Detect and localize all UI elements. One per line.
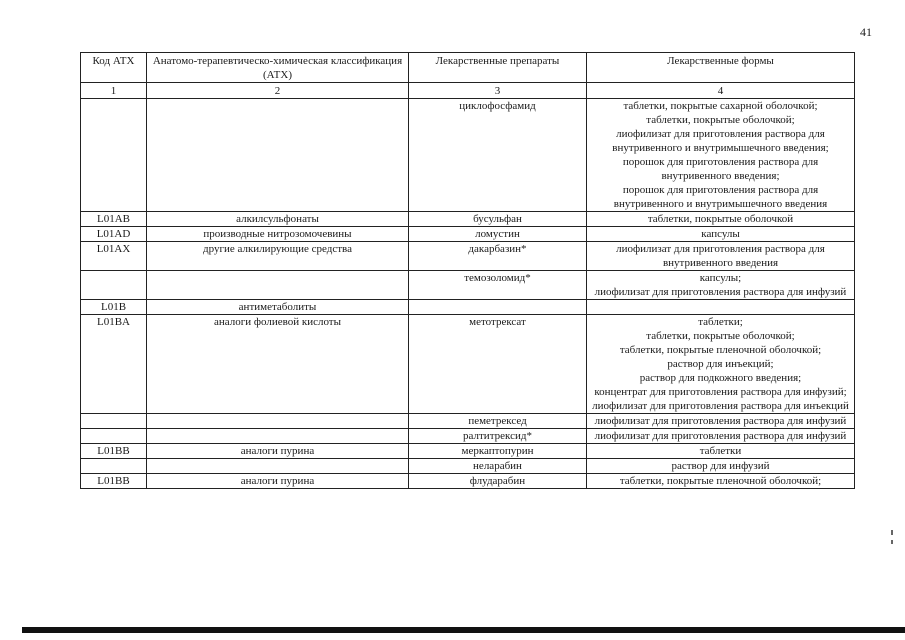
code-cell: L01AB xyxy=(81,212,147,227)
dosage-form: лиофилизат для приготовления раствора для инъекций xyxy=(592,400,849,412)
dosage-forms-cell xyxy=(587,429,855,444)
column-number: 4 xyxy=(587,83,855,99)
dosage-form: лиофилизат для приготовления раствора для инфузий xyxy=(594,430,847,442)
classification-cell: аналоги пурина xyxy=(147,474,409,489)
table-row xyxy=(81,444,855,459)
table-body xyxy=(81,99,855,489)
dosage-form: лиофилизат для приготовления раствора для внутривенного и внутримышечного введения; xyxy=(612,128,829,154)
dosage-form: таблетки xyxy=(699,445,742,457)
atx-table xyxy=(80,52,855,489)
drug-cell: метотрексат xyxy=(409,315,587,414)
code-cell: L01AX xyxy=(81,242,147,271)
scan-bottom-edge xyxy=(22,627,905,633)
classification-cell: производные нитрозомочевины xyxy=(147,227,409,242)
dosage-form: лиофилизат для приготовления раствора для внутривенного введения xyxy=(616,243,825,269)
code-cell xyxy=(81,99,147,212)
table-row xyxy=(81,315,855,414)
dosage-forms-cell xyxy=(587,300,855,315)
dosage-form: капсулы xyxy=(701,228,740,240)
dosage-form: таблетки, покрытые пленочной оболочкой; xyxy=(619,475,822,487)
table-row xyxy=(81,300,855,315)
column-number: 3 xyxy=(409,83,587,99)
header-code: Код АТХ xyxy=(81,53,147,83)
code-cell: L01AD xyxy=(81,227,147,242)
dosage-form: таблетки, покрытые оболочкой xyxy=(647,213,794,225)
dosage-forms-cell xyxy=(587,474,855,489)
table-row xyxy=(81,242,855,271)
dosage-forms-cell xyxy=(587,414,855,429)
dosage-form: таблетки; xyxy=(698,316,743,328)
drug-cell: темозоломид* xyxy=(409,271,587,300)
code-cell: L01BB xyxy=(81,474,147,489)
classification-cell xyxy=(147,414,409,429)
code-cell xyxy=(81,459,147,474)
dosage-forms-cell xyxy=(587,315,855,414)
dosage-form: таблетки, покрытые пленочной оболочкой; xyxy=(619,344,822,356)
classification-cell: аналоги пурина xyxy=(147,444,409,459)
dosage-form: порошок для приготовления раствора для внутривенного введения; xyxy=(622,156,819,182)
dosage-form: лиофилизат для приготовления раствора для инфузий xyxy=(594,415,847,427)
column-number: 2 xyxy=(147,83,409,99)
drug-cell: неларабин xyxy=(409,459,587,474)
code-cell: L01B xyxy=(81,300,147,315)
classification-cell xyxy=(147,99,409,212)
dosage-form: концентрат для приготовления раствора для инфузий; xyxy=(594,386,847,398)
drug-cell: дакарбазин* xyxy=(409,242,587,271)
table-row xyxy=(81,99,855,212)
dosage-form: раствор для инъекций; xyxy=(667,358,774,370)
drug-cell: ломустин xyxy=(409,227,587,242)
classification-cell: другие алкилирующие средства xyxy=(147,242,409,271)
classification-cell: антиметаболиты xyxy=(147,300,409,315)
classification-cell xyxy=(147,459,409,474)
dosage-forms-cell xyxy=(587,242,855,271)
table-row xyxy=(81,227,855,242)
drug-cell: меркаптопурин xyxy=(409,444,587,459)
drug-cell xyxy=(409,300,587,315)
classification-cell xyxy=(147,271,409,300)
drug-cell: ралтитрексид* xyxy=(409,429,587,444)
dosage-forms-cell xyxy=(587,459,855,474)
page-number: 41 xyxy=(860,25,872,39)
code-cell xyxy=(81,414,147,429)
header-forms: Лекарственные формы xyxy=(587,53,855,83)
column-number: 1 xyxy=(81,83,147,99)
dosage-forms-cell xyxy=(587,99,855,212)
classification-cell: аналоги фолиевой кислоты xyxy=(147,315,409,414)
table-row xyxy=(81,429,855,444)
table-row xyxy=(81,474,855,489)
header-classification: Анатомо-терапевтическо-химическая классификация (АТХ) xyxy=(147,53,409,83)
dosage-forms-cell xyxy=(587,227,855,242)
drug-cell: флударабин xyxy=(409,474,587,489)
classification-cell xyxy=(147,429,409,444)
drug-cell: пеметрексед xyxy=(409,414,587,429)
table-row xyxy=(81,271,855,300)
dosage-forms-cell xyxy=(587,444,855,459)
table-row xyxy=(81,459,855,474)
dosage-form: таблетки, покрытые оболочкой; xyxy=(646,330,795,342)
dosage-form: раствор для подкожного введения; xyxy=(639,372,802,384)
header-drugs: Лекарственные препараты xyxy=(409,53,587,83)
dosage-form: порошок для приготовления раствора для внутривенного и внутримышечного введения xyxy=(613,184,828,210)
table-row xyxy=(81,212,855,227)
column-number-row xyxy=(81,83,855,99)
code-cell: L01BA xyxy=(81,315,147,414)
dosage-forms-cell xyxy=(587,212,855,227)
drug-cell: бусульфан xyxy=(409,212,587,227)
dosage-form: лиофилизат для приготовления раствора для инфузий xyxy=(594,286,847,298)
drug-cell: циклофосфамид xyxy=(409,99,587,212)
code-cell: L01BB xyxy=(81,444,147,459)
dosage-forms-cell xyxy=(587,271,855,300)
classification-cell: алкилсульфонаты xyxy=(147,212,409,227)
scan-edge-mark xyxy=(891,530,893,535)
dosage-form: раствор для инфузий xyxy=(671,460,770,472)
scan-edge-mark xyxy=(891,540,893,544)
dosage-form: таблетки, покрытые оболочкой; xyxy=(646,114,795,126)
table-row xyxy=(81,414,855,429)
dosage-form: таблетки, покрытые сахарной оболочкой; xyxy=(623,100,818,112)
code-cell xyxy=(81,429,147,444)
dosage-form: капсулы; xyxy=(699,272,742,284)
header-row xyxy=(81,53,855,83)
code-cell xyxy=(81,271,147,300)
